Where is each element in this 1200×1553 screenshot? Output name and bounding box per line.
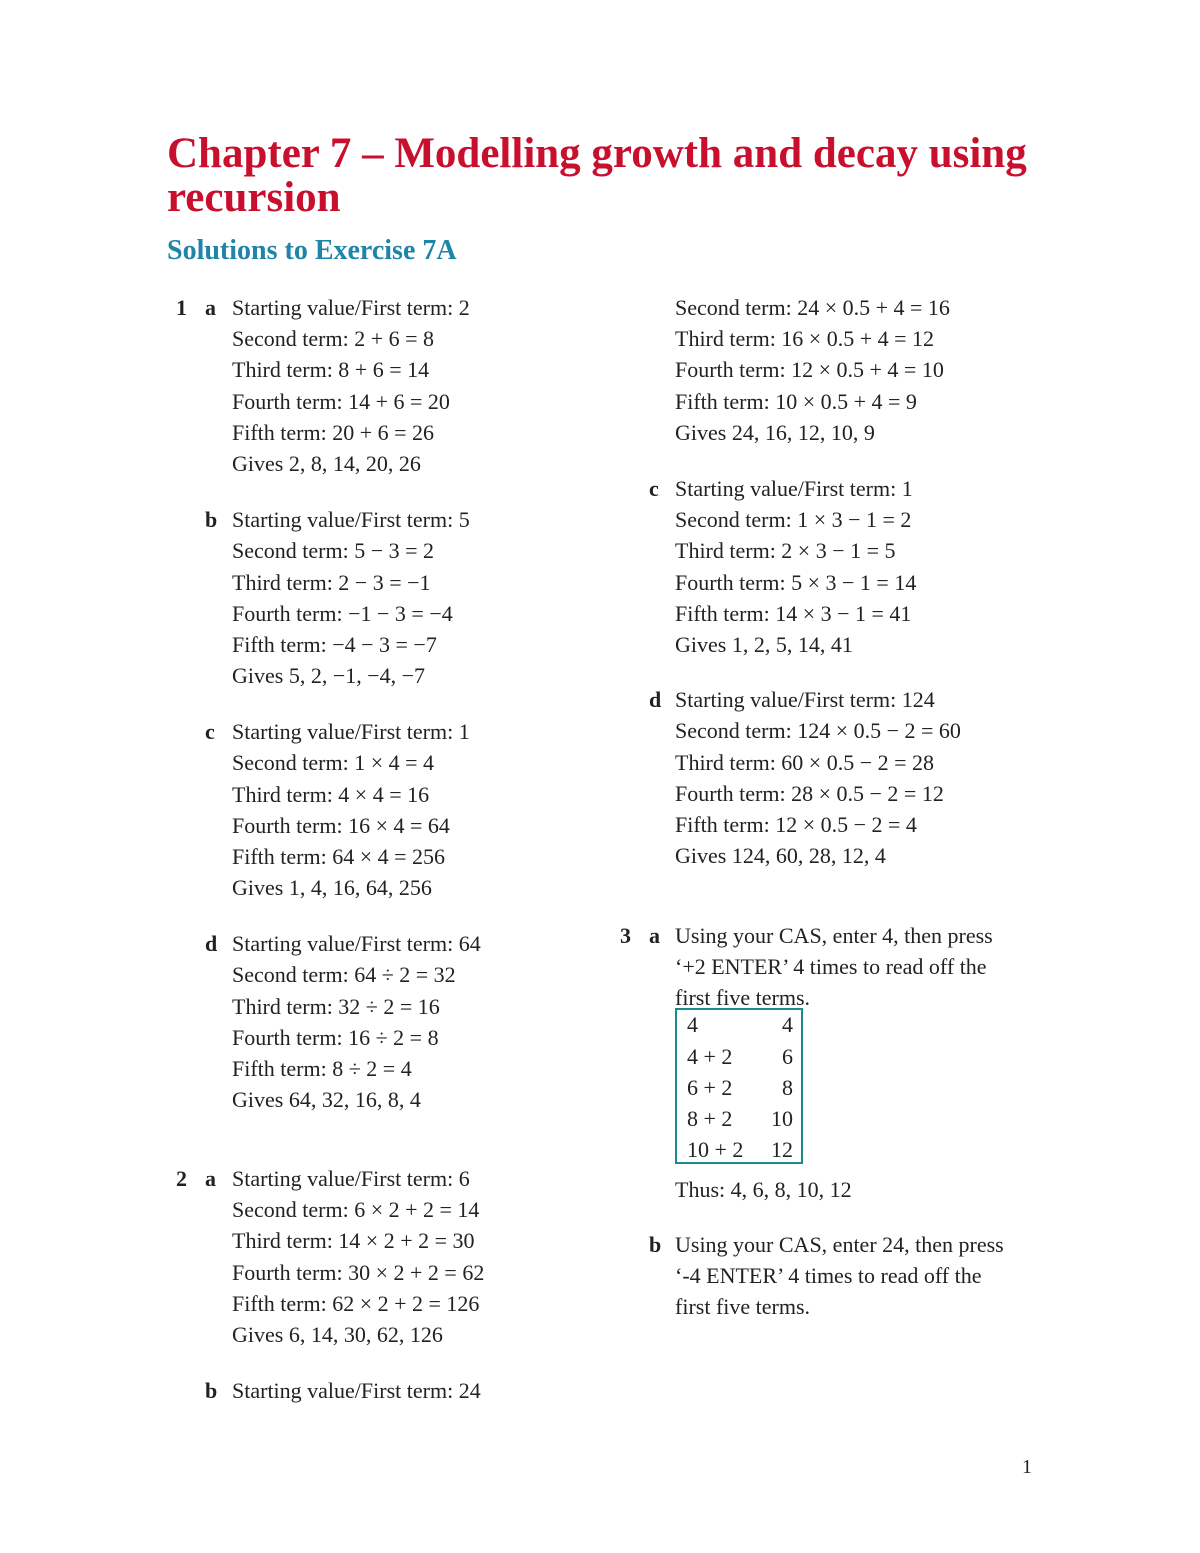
solution-line: Fourth term: 28 × 0.5 − 2 = 12: [675, 781, 944, 806]
part-label: d: [205, 931, 218, 956]
cas-output: 6: [782, 1044, 793, 1069]
cas-input: 8 + 2: [687, 1106, 733, 1131]
solution-line: Starting value/First term: 2: [232, 295, 470, 320]
solution-line: first five terms.: [675, 1294, 811, 1319]
question-number: 3: [620, 923, 631, 948]
solution-result: Thus: 4, 6, 8, 10, 12: [675, 1177, 852, 1202]
solution-line: Gives 24, 16, 12, 10, 9: [675, 420, 875, 445]
solution-line: Using your CAS, enter 24, then press: [675, 1232, 1004, 1257]
solution-line: Second term: 124 × 0.5 − 2 = 60: [675, 718, 961, 743]
cas-input: 4 + 2: [687, 1044, 733, 1069]
solution-line: Starting value/First term: 1: [232, 719, 470, 744]
part-label: b: [205, 507, 218, 532]
solution-line: Third term: 8 + 6 = 14: [232, 357, 430, 382]
solution-line: ‘-4 ENTER’ 4 times to read off the: [675, 1263, 982, 1288]
solution-line: Gives 2, 8, 14, 20, 26: [232, 451, 421, 476]
solution-line: Fifth term: 20 + 6 = 26: [232, 420, 435, 445]
solution-line: Starting value/First term: 24: [232, 1378, 481, 1403]
solution-line: Third term: 32 ÷ 2 = 16: [232, 994, 440, 1019]
solution-line: Fourth term: 16 ÷ 2 = 8: [232, 1025, 439, 1050]
solution-line: Starting value/First term: 64: [232, 931, 481, 956]
solution-line: Second term: 2 + 6 = 8: [232, 326, 435, 351]
solution-line: Using your CAS, enter 4, then press: [675, 923, 993, 948]
solution-line: Starting value/First term: 6: [232, 1166, 470, 1191]
solution-line: ‘+2 ENTER’ 4 times to read off the: [675, 954, 987, 979]
cas-output: 8: [782, 1075, 793, 1100]
solution-line: Second term: 6 × 2 + 2 = 14: [232, 1197, 480, 1222]
solution-line: Starting value/First term: 5: [232, 507, 470, 532]
solution-line: Fifth term: 8 ÷ 2 = 4: [232, 1056, 412, 1081]
solution-line: Starting value/First term: 1: [675, 476, 913, 501]
part-label: c: [205, 719, 215, 744]
part-label: a: [205, 295, 216, 320]
part-label: d: [649, 687, 662, 712]
solution-line: Second term: 64 ÷ 2 = 32: [232, 962, 456, 987]
solution-line: Third term: 14 × 2 + 2 = 30: [232, 1228, 475, 1253]
solution-line: Gives 5, 2, −1, −4, −7: [232, 663, 426, 688]
exercise-subtitle: Solutions to Exercise 7A: [167, 235, 457, 266]
solution-line: Fifth term: 14 × 3 − 1 = 41: [675, 601, 912, 626]
solution-line: Third term: 4 × 4 = 16: [232, 782, 430, 807]
solution-line: Second term: 24 × 0.5 + 4 = 16: [675, 295, 950, 320]
solution-line: Second term: 1 × 3 − 1 = 2: [675, 507, 912, 532]
solution-line: Gives 1, 2, 5, 14, 41: [675, 632, 853, 657]
part-label: b: [649, 1232, 662, 1257]
cas-input: 4: [687, 1012, 698, 1037]
solution-line: Third term: 2 × 3 − 1 = 5: [675, 538, 896, 563]
cas-input: 6 + 2: [687, 1075, 733, 1100]
question-number: 2: [176, 1166, 187, 1191]
solution-line: Fifth term: 10 × 0.5 + 4 = 9: [675, 389, 917, 414]
solution-line: Third term: 60 × 0.5 − 2 = 28: [675, 750, 935, 775]
solution-line: Starting value/First term: 124: [675, 687, 935, 712]
cas-output-box: [675, 1008, 803, 1164]
solution-line: Gives 124, 60, 28, 12, 4: [675, 843, 886, 868]
solution-line: Fifth term: 64 × 4 = 256: [232, 844, 446, 869]
solution-line: Fourth term: 16 × 4 = 64: [232, 813, 450, 838]
solution-line: Third term: 2 − 3 = −1: [232, 570, 431, 595]
cas-output: 12: [771, 1137, 793, 1162]
part-label: b: [205, 1378, 218, 1403]
cas-output: 4: [782, 1012, 793, 1037]
solution-line: Gives 1, 4, 16, 64, 256: [232, 875, 432, 900]
solution-line: Second term: 1 × 4 = 4: [232, 750, 435, 775]
part-label: a: [205, 1166, 216, 1191]
cas-input: 10 + 2: [687, 1137, 744, 1162]
solution-line: first five terms.: [675, 985, 811, 1010]
page-number: 1: [1022, 1456, 1032, 1478]
solution-line: Fourth term: −1 − 3 = −4: [232, 601, 453, 626]
solution-line: Fourth term: 30 × 2 + 2 = 62: [232, 1260, 485, 1285]
solution-line: Third term: 16 × 0.5 + 4 = 12: [675, 326, 935, 351]
question-number: 1: [176, 295, 187, 320]
solution-line: Fifth term: 12 × 0.5 − 2 = 4: [675, 812, 917, 837]
solution-line: Gives 64, 32, 16, 8, 4: [232, 1087, 421, 1112]
solution-line: Gives 6, 14, 30, 62, 126: [232, 1322, 443, 1347]
solution-line: Fourth term: 12 × 0.5 + 4 = 10: [675, 357, 944, 382]
solution-line: Fifth term: −4 − 3 = −7: [232, 632, 437, 657]
solution-line: Fourth term: 14 + 6 = 20: [232, 389, 450, 414]
part-label: a: [649, 923, 660, 948]
solution-line: Second term: 5 − 3 = 2: [232, 538, 435, 563]
solution-line: Fifth term: 62 × 2 + 2 = 126: [232, 1291, 480, 1316]
cas-output: 10: [771, 1106, 793, 1131]
chapter-title: Chapter 7 – Modelling growth and decay using recursion: [167, 130, 1027, 221]
solution-line: Fourth term: 5 × 3 − 1 = 14: [675, 570, 917, 595]
part-label: c: [649, 476, 659, 501]
